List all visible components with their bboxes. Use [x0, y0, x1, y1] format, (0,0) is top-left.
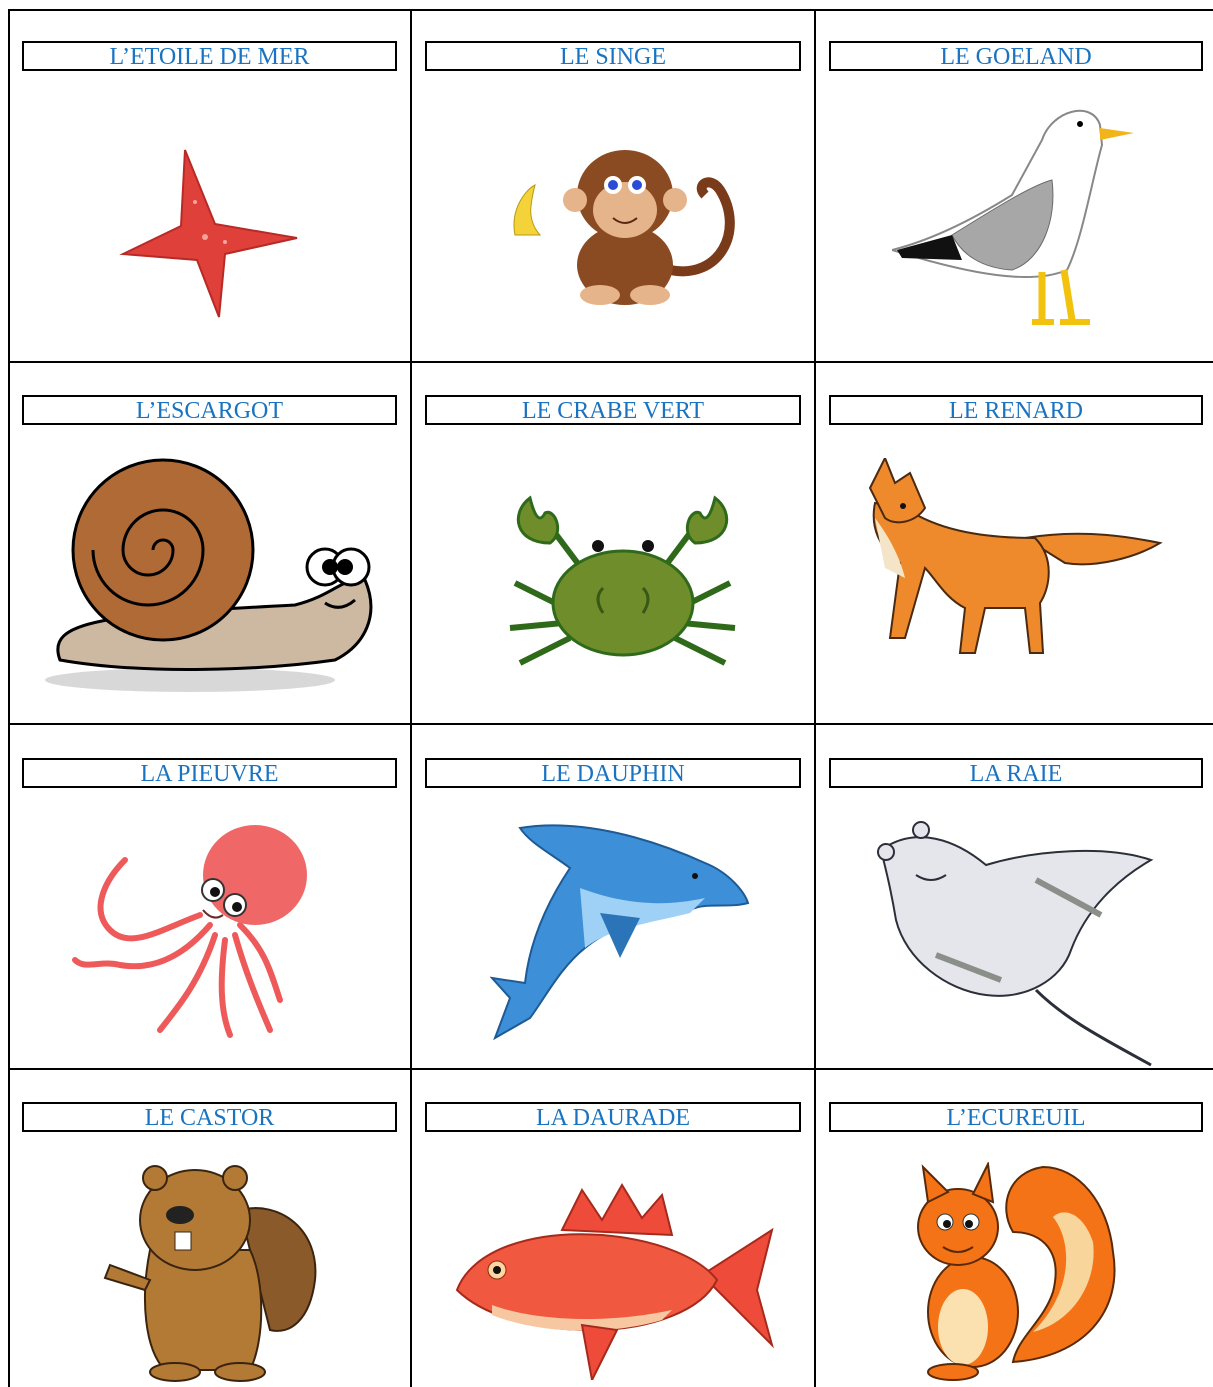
- card-label-seagull: LE GOELAND: [829, 41, 1203, 71]
- seagull-icon: [892, 100, 1137, 330]
- card-label-monkey: LE SINGE: [425, 41, 801, 71]
- row-divider: [8, 1068, 1213, 1070]
- ray-icon: [876, 820, 1156, 1068]
- fox-icon: [865, 458, 1165, 663]
- octopus-icon: [70, 820, 310, 1045]
- card-label-crab: LE CRABE VERT: [425, 395, 801, 425]
- fish-icon: [452, 1180, 774, 1380]
- card-label-squirrel: L’ECUREUIL: [829, 1102, 1203, 1132]
- card-label-snail: L’ESCARGOT: [22, 395, 397, 425]
- card-label-fish: LA DAURADE: [425, 1102, 801, 1132]
- crab-icon: [495, 488, 750, 686]
- card-label-starfish: L’ETOILE DE MER: [22, 41, 397, 71]
- card-label-octopus: LA PIEUVRE: [22, 758, 397, 788]
- card-label-ray: LA RAIE: [829, 758, 1203, 788]
- squirrel-icon: [903, 1162, 1125, 1382]
- monkey-icon: [505, 140, 745, 310]
- column-divider: [814, 9, 816, 1387]
- snail-icon: [45, 455, 375, 695]
- starfish-icon: [115, 142, 310, 322]
- column-divider: [410, 9, 412, 1387]
- card-label-beaver: LE CASTOR: [22, 1102, 397, 1132]
- dolphin-icon: [490, 818, 752, 1040]
- beaver-icon: [100, 1160, 320, 1382]
- row-divider: [8, 723, 1213, 725]
- card-label-dolphin: LE DAUPHIN: [425, 758, 801, 788]
- row-divider: [8, 361, 1213, 363]
- card-label-fox: LE RENARD: [829, 395, 1203, 425]
